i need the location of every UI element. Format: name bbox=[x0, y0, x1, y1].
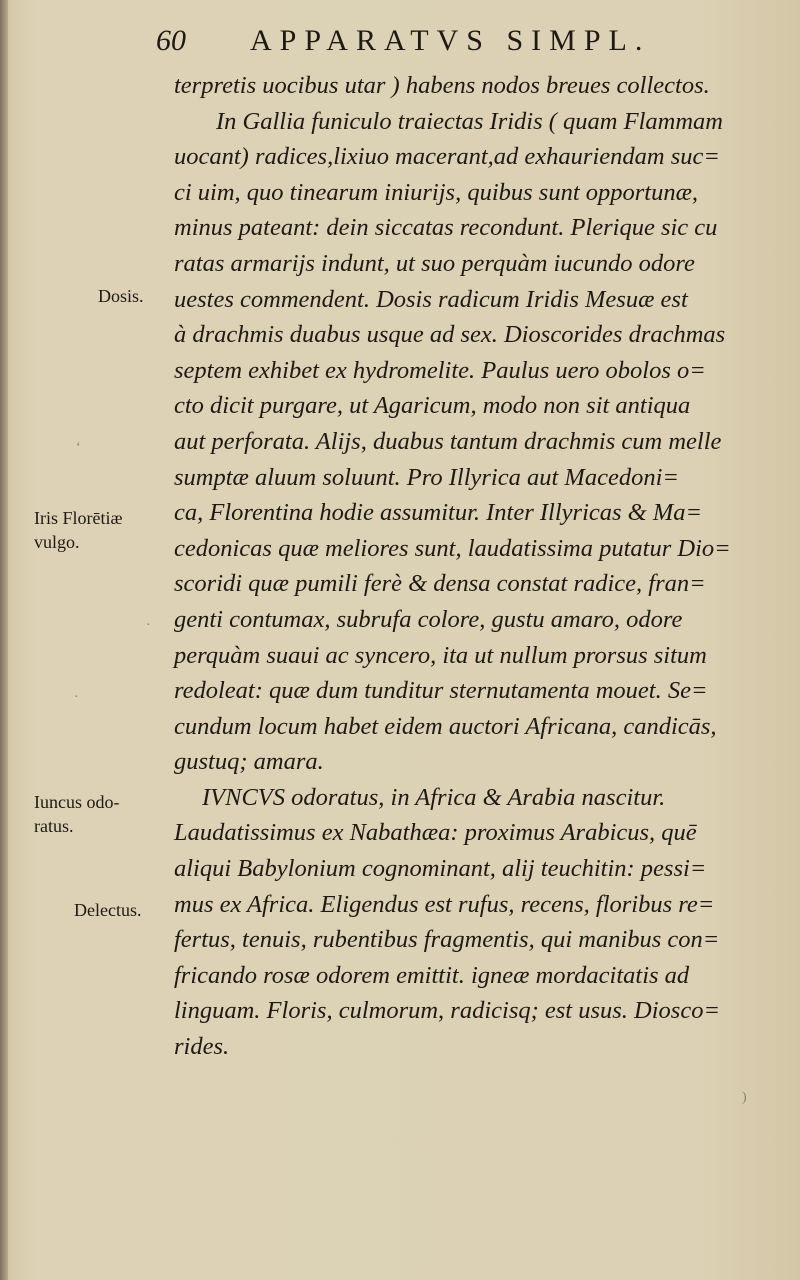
binding-edge bbox=[0, 0, 8, 1280]
text-line: mus ex Africa. Eligendus est rufus, recens, floribus re= bbox=[174, 890, 715, 918]
page-number: 60 bbox=[156, 24, 186, 57]
text-line: gustuq; amara. bbox=[174, 748, 324, 776]
margin-note-dosis: Dosis. bbox=[98, 286, 144, 306]
text-line: septem exhibet ex hydromelite. Paulus uero obolos o= bbox=[174, 356, 706, 384]
text-line: In Gallia funiculo traiectas Iridis ( quam Flammam bbox=[216, 107, 723, 135]
text-line: IVNCVS odoratus, in Africa & Arabia nascitur. bbox=[202, 783, 666, 811]
text-line: uocant) radices,lixiuo macerant,ad exhauriendam suc= bbox=[174, 143, 720, 171]
stray-mark: ‘ bbox=[76, 440, 81, 455]
margin-note-iris: Iris Florētiæ bbox=[34, 508, 123, 528]
margin-note-iuncus: Iuncus odo- bbox=[34, 792, 120, 812]
text-line: redoleat: quæ dum tunditur sternutamenta mouet. Se= bbox=[174, 677, 708, 705]
text-line: fertus, tenuis, rubentibus fragmentis, qui manibus con= bbox=[174, 926, 720, 954]
text-line: linguam. Floris, culmorum, radicisq; est usus. Diosco= bbox=[174, 997, 720, 1025]
text-line: genti contumax, subrufa colore, gustu amaro, odore bbox=[174, 605, 683, 633]
text-line: aut perforata. Alijs, duabus tantum drachmis cum melle bbox=[174, 427, 722, 455]
text-line: ratas armarijs indunt, ut suo perquàm iucundo odore bbox=[174, 249, 695, 277]
text-line: scoridi quæ pumili ferè & densa constat radice, fran= bbox=[174, 570, 706, 598]
margin-note-delectus: Delectus. bbox=[74, 900, 142, 920]
text-line: sumptæ aluum soluunt. Pro Illyrica aut Macedoni= bbox=[174, 463, 679, 491]
text-line: à drachmis duabus usque ad sex. Dioscorides drachmas bbox=[174, 321, 726, 349]
stray-mark: · bbox=[74, 690, 79, 705]
text-line: ca, Florentina hodie assumitur. Inter Illyricas & Ma= bbox=[174, 499, 703, 527]
text-line: perquàm suaui ac syncero, ita ut nullum prorsus situm bbox=[174, 641, 707, 669]
text-line: terpretis uocibus utar ) habens nodos breues collectos. bbox=[174, 72, 710, 99]
text-line: Laudatissimus ex Nabathæa: proximus Arabicus, quē bbox=[174, 819, 697, 847]
text-line: aliqui Babylonium cognominant, alij teuchitin: pessi= bbox=[174, 855, 707, 883]
text-line: fricando rosæ odorem emittit. igneæ mordacitatis ad bbox=[174, 961, 690, 989]
margin-note-iris-2: vulgo. bbox=[34, 532, 80, 552]
text-line: minus pateant: dein siccatas recondunt. Plerique sic cu bbox=[174, 214, 718, 242]
text-line: ci uim, quo tinearum iniurijs, quibus sunt opportunæ, bbox=[174, 178, 699, 206]
body-text bbox=[174, 68, 774, 1065]
text-line: cundum locum habet eidem auctori Africana, candicās, bbox=[174, 712, 717, 740]
margin-note-iuncus-2: ratus. bbox=[34, 816, 74, 836]
text-line: uestes commendent. Dosis radicum Iridis Mesuæ est bbox=[174, 285, 688, 313]
stray-mark: ) bbox=[742, 1090, 747, 1105]
text-line: cto dicit purgare, ut Agaricum, modo non sit antiqua bbox=[174, 392, 691, 420]
running-title: APPARATVS SIMPL. bbox=[250, 24, 651, 57]
text-line: cedonicas quæ meliores sunt, laudatissima putatur Dio= bbox=[174, 534, 731, 562]
stray-mark: · bbox=[146, 618, 151, 633]
text-line: rides. bbox=[174, 1033, 230, 1061]
page-header bbox=[150, 20, 710, 64]
